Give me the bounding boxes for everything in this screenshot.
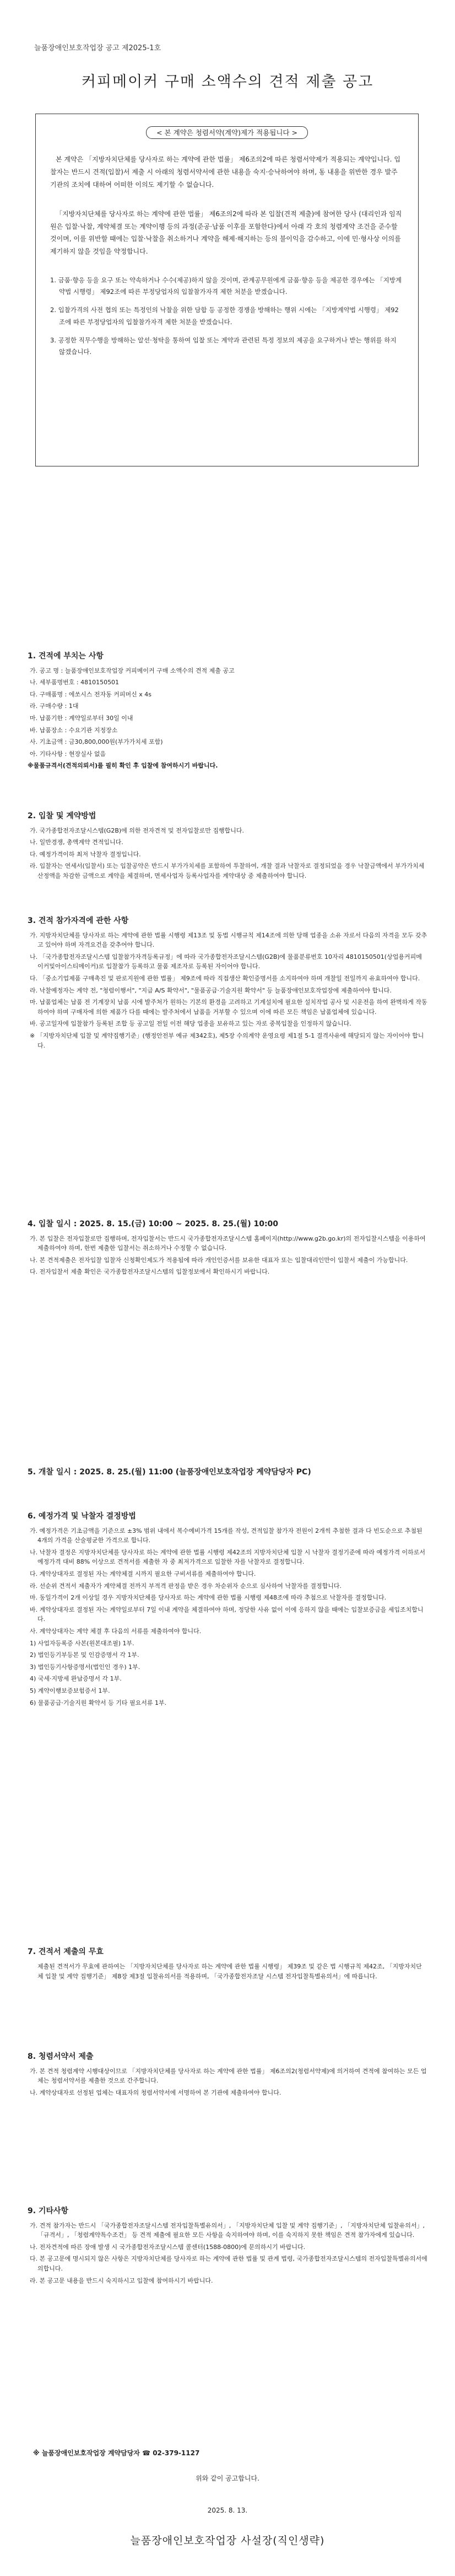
integrity-notice-paragraph: 본 계약은 「지방자치단체를 당사자로 하는 계약에 관한 법률」 제6조의2에 따른 청렴서약제가 적용되는 계약입니다. 입찰자는 반드시 견적(입찰)서 제출 시 아래의 청렴서약서에 관한 내용을 숙지·승낙하여야 하며, 동 내용을 위반한 경우 발주기관의 조치에 대하여 어떠한 이의도 제기할 수 없습니다. (50, 155, 400, 189)
section-title: 3. 견적 참가자격에 관한 사항 (28, 916, 129, 925)
section-item: 2) 법인등기부등본 및 인감증명서 각 1부. (30, 1651, 139, 1659)
section-item: 가. 지방자치단체를 당사자로 하는 계약에 관한 법률 시행령 제13조 및 동법 시행규칙 제14조에 의한 당해 업종을 소유 자로서 다음의 자격을 모두 갖추고 있어야 하며 자격요건을 갖추어야 합니다. (30, 931, 427, 949)
section-item: 가. 예정가격은 기초금액을 기준으로 ±3% 범위 내에서 복수예비가격 15개를 작성, 견적입찰 참가자 전원이 2개씩 추첨한 결과 다 빈도순으로 추첨된 4개의 가격을 산술평균한 가격으로 합니다. (30, 1527, 422, 1544)
section-item: 5) 계약이행보증보험증서 1부. (30, 1687, 110, 1694)
integrity-notice-box (35, 114, 419, 466)
section-integrity-pledge (28, 2051, 427, 2100)
section-items (28, 2067, 427, 2098)
section-item: 사. 기초금액 : 금30,800,000원(부가가치세 포함) (30, 738, 163, 746)
integrity-pledge-paragraph: 「지방자치단체를 당사자로 하는 계약에 관한 법률」 제6조의2에 따라 본 입찰(견적 제출)에 참여한 당사 (대리인과 임직원은 입찰·낙찰, 계약체결 또는 계약이행 등의 과정(준공·납품 이후를 포함한다)에서 아래 각 호의 청렴계약 조건을 준수할 것이며, 이를 위반할 때에는 입찰·낙찰을 취소하거나 계약을 해제·해지하는 등의 불이익을 감수하고, 이에 민·형사상 이의를 제기하지 않을 것임을 약정합니다. (50, 210, 402, 256)
integrity-pledge-list (50, 275, 404, 358)
section-item: 4) 국세·지방세 완납증명서 각 1부. (30, 1675, 122, 1683)
section-item: 6) 물품공급·기술지원 확약서 등 기타 필요서류 1부. (30, 1699, 167, 1706)
section-item: 가. 공고 명 : 늘품장애인보호작업장 커피메이커 구매 소액수의 견적 제출 공고 (30, 667, 235, 674)
section-title: 8. 청렴서약서 제출 (28, 2052, 94, 2061)
section-text: 제출된 견적서가 무효에 관하여는 「지방자치단체를 당사자로 하는 계약에 관한 법률 시행령」 제39조 및 같은 법 시행규칙 제42조, 「지방자치단체 입찰 및 계약 집행기준」 제8장 제3절 입찰유의서를 적용하며, 「국가종합전자조달 시스템 전자입찰특별유의서」에 따릅니다. (37, 1962, 422, 1980)
section-item: 바. 납품장소 : 수요기관 지정장소 (30, 726, 118, 734)
section-title: 5. 개찰 일시 : 2025. 8. 25.(월) 11:00 (늘품장애인보호작업장 계약담당자 PC) (28, 1468, 311, 1477)
integrity-pledge-item: 1. 금품·향응 등을 요구 또는 약속하거나 수수(제공)하지 않을 것이며, 관계공무원에게 금품·향응 등을 제공한 경우에는 「지방계약법 시행령」 제92조에 따른 부정당업자의 입찰참가자격 제한 처분을 받겠습니다. (50, 276, 402, 296)
section-item: 바. 공고일자에 입찰참가 등록된 조합 등 공고일 전일 이전 해당 업종을 보유하고 있는 자로 중복입찰을 인정하지 않습니다. (30, 1020, 351, 1028)
section-item: 사. 계약상대자는 계약 체결 후 다음의 서류를 제출하여야 합니다. (30, 1628, 202, 1635)
section-item: 아. 기타사항 : 현장실사 없음 (30, 750, 106, 758)
section-items (28, 1234, 427, 1277)
section-items (28, 826, 427, 881)
section-title: 9. 기타사항 (28, 2207, 69, 2215)
section-title: 6. 예정가격 및 낙찰자 결정방법 (28, 1512, 136, 1521)
section-item: 라. 낙찰예정자는 계약 전, "청렴이행서", "지급 A/S 확약서", "물품공급·기술지원 확약서" 등 늘품장애인보호작업장에 제출하여야 합니다. (30, 986, 392, 994)
section-item: 나. 「국가종합전자조달시스템 입찰참가자격등록규정」에 따라 국가종합전자조달시스템(G2B)에 물품분류번호 10자리 4810150501(상업용커피메이커및아이스티메이커)로 입찰참가 등록하고 물품 제조자로 등록된 자이어야 합니다. (30, 953, 422, 970)
section-item: 나. 본 견적제출은 전자입찰 입찰자 신청확인제도가 적용됨에 따라 개인인증서를 보유한 대표자 또는 입찰대리인만이 입찰서 제출이 가능합니다. (30, 1256, 408, 1264)
section-item: 나. 일반경쟁, 총액계약 견적입니다. (30, 839, 123, 846)
section-items (28, 666, 427, 759)
section-item: 마. 납품업체는 납품 전 기계장치 납품 시에 발주처가 원하는 기본의 환경을 고려하고 기계설치에 필요한 설치작업 공사 및 시운전을 하여 완벽하게 작동하여야 하며 구매자에 의한 제품가 다를 때에는 발주처에서 납품을 거부할 수 있으며 이에 따른 모든 책임은 납품업체에 있습니다. (30, 999, 427, 1016)
section-item: 가. 본 견적 청렴계약 시행대상이므로 「지방자치단체를 당사자로 하는 계약에 관한 법률」 제6조의2(청렴서약제)에 의거하여 견적에 참여하는 모든 업체는 청렴서약서를 제출한 것으로 간주합니다. (30, 2067, 427, 2085)
section-item: 다. 전자입찰서 제출 확인은 국가종합전자조달시스템의 입찰정보에서 확인하시기 바랍니다. (30, 1268, 270, 1276)
section-title: 4. 입찰 일시 : 2025. 8. 15.(금) 10:00 ~ 2025. 8. 25.(월) 10:00 (28, 1220, 279, 1228)
section-item: 라. 선순위 견적서 제출자가 계약체결 전까지 부적격 판정을 받은 경우 차순위자 순으로 심사하여 낙찰자를 결정합니다. (30, 1582, 342, 1590)
section-item: 다. 본 공고문에 명시되지 않은 사항은 지방자치단체를 당사자로 하는 계약에 관한 법률 및 관계 법령, 국가종합전자조달시스템의 전자입찰특별유의서에 의합니다. (30, 2255, 427, 2273)
section-item: 다. 「중소기업제품 구매촉진 및 판로지원에 관한 법률」 제9조에 따라 직접생산 확인증명서를 소지하여야 하며 개찰일 전일까지 유효하여야 합니다. (30, 975, 420, 983)
section-item: 라. 구매수량 : 1대 (30, 702, 79, 710)
section-eligibility (28, 915, 427, 1053)
section-item: 라. 입찰자는 연세서(입찰서) 또는 입찰공약은 반드시 부가가치세를 포함하여 투찰하여, 개찰 결과 낙찰자로 결정되었을 경우 낙찰금액에서 부가가치세 산정액을 차감한 금액으로 계약을 체결하며, 면세사업자 등록사업자를 계약대상 중 제출하여야 합니다. (30, 862, 425, 880)
section-item: 라. 본 공고문 내용을 반드시 숙지하시고 입찰에 참여하시기 바랍니다. (30, 2277, 213, 2284)
section-note: ※물품규격서(견적의뢰서)를 필히 확인 후 입찰에 참여하시기 바랍니다. (28, 762, 218, 770)
section-item: 나. 세부품명번호 : 4810150501 (30, 679, 120, 686)
section-item: 나. 낙찰자 결정은 지방자치단체를 당사자로 하는 계약에 관한 법률 시행령 제42조의 지방자치단체 입찰 시 낙찰자 결정기준에 따라 예정가격 이하로서 예정가격 대비 88% 이상으로 견적서를 제출한 자 중 최저가격으로 입찰한 자를 낙찰자로 결정합니다. (30, 1548, 425, 1566)
integrity-pledge-item: 3. 공정한 직무수행을 방해하는 알선·청탁을 통하여 입찰 또는 계약과 관련된 특정 정보의 제공을 요구하거나 받는 행위를 하지 않겠습니다. (50, 336, 397, 356)
section-item: 다. 구매품명 : 에쏘시스 전자동 커피머신 x 4s (30, 690, 151, 698)
section-item: 가. 본 입찰은 전자입찰로만 집행하며, 전자입찰서는 반드시 국가종합전자조달시스템 홈페이지(http://www.g2b.go.kr)의 전자입찰시스템을 이용하여 제출하여야 하며, 한번 제출한 입찰서는 취소하거나 수정할 수 없습니다. (30, 1235, 426, 1252)
page-title: 커피메이커 구매 소액수의 견적 제출 공고 (81, 73, 374, 90)
section-items (28, 2221, 427, 2286)
section-item: 나. 전자견적에 따른 장애 발생 시 국가종합전자조달시스템 콜센터(1588-0800)에 문의하시기 바랍니다. (30, 2243, 306, 2251)
integrity-pledge-item: 2. 입찰가격의 사전 협의 또는 특정인의 낙찰을 위한 담합 등 공정한 경쟁을 방해하는 행위 시에는 「지방계약법 시행령」 제92조에 따른 부정당업자의 입찰참가자격 제한 처분을 받겠습니다. (50, 306, 399, 326)
issuer-name: 늘품장애인보호작업장 사설장(직인생략) (130, 2535, 325, 2547)
closing-statement: 위와 같이 공고합니다. (196, 2475, 259, 2482)
section-bid-subject (28, 651, 427, 770)
section-items (28, 931, 427, 1051)
section-item: 가. 견적 참가자는 반드시 「국가종합전자조달시스템 전자입찰특별유의서」, 「지방자치단체 입찰 및 계약 집행기준」, 「지방자치단체 입찰유의서」, 「규격서」, 「청렴계약특수조건」 등 견적 제출에 필요한 모든 사항을 숙지하여야 하며, 이를 숙지하지 못한 책임은 견적 참가자에게 있습니다. (30, 2221, 425, 2239)
section-item: 마. 납품기한 : 계약일로부터 30일 이내 (30, 715, 133, 722)
section-item: 1) 사업자등록증 사본(원본대조필) 1부. (30, 1639, 134, 1647)
section-item: 가. 국가종합전자조달시스템(G2B)에 의한 전자견적 및 전자입찰로만 집행합니다. (30, 827, 245, 834)
section-invalid-bids (28, 1946, 427, 1982)
doc-number: 늘품장애인보호작업장 공고 제2025-1호 (34, 44, 161, 52)
section-title: 7. 견적서 제출의 무효 (28, 1947, 104, 1956)
section-item: 마. 동일가격이 2개 이상일 경우 지방자치단체를 당사자로 하는 계약에 관한 법률 시행령 제48조에 따라 추첨으로 낙찰자를 결정합니다. (30, 1594, 387, 1602)
section-title: 2. 입찰 및 계약방법 (28, 812, 96, 820)
contact-phone: ※ 늘품장애인보호작업장 계약담당자 ☎ 02-379-1127 (33, 2449, 200, 2457)
section-award-method (28, 1511, 427, 1710)
section-item: 다. 예정가격이하 최저 낙찰자 결정입니다. (30, 850, 141, 858)
section-item: 나. 계약상대자로 선정된 업체는 대표자의 청렴서약서에 서명하여 본 기관에 제출하여야 합니다. (30, 2089, 281, 2096)
section-items (28, 1526, 427, 1708)
section-item: 다. 계약상대자로 결정된 자는 계약체결 시까지 필요한 구비서류를 제출하여야 합니다. (30, 1570, 256, 1578)
section-item: 바. 계약상대자로 결정된 자는 계약일로부터 7일 이내 계약을 체결하여야 하며, 정당한 사유 없이 이에 응하지 않을 때에는 입찰보증금을 세입조치합니다. (30, 1606, 424, 1623)
section-title: 1. 견적에 부치는 사항 (28, 652, 104, 661)
section-item: 3) 법인등기사항증명서(법인인 경우) 1부. (30, 1663, 140, 1671)
section-miscellaneous (28, 2205, 427, 2288)
integrity-notice-heading (50, 126, 404, 139)
section-bid-method (28, 811, 427, 883)
announcement-date: 2025. 8. 13. (207, 2507, 248, 2514)
section-opening-schedule (28, 1467, 427, 1482)
section-item: ※ 「지방자치단체 입찰 및 계약집행기준」(행정안전부 예규 제342호), 제5장 수의계약 운영요령 제1절 5-1 결격사유에 해당되지 않는 자이어야 합니다. (30, 1032, 424, 1049)
integrity-notice-heading-text: < 본 계약은 청렴서약(계약)제가 적용됩니다 > (146, 126, 308, 139)
section-bid-schedule (28, 1219, 427, 1279)
